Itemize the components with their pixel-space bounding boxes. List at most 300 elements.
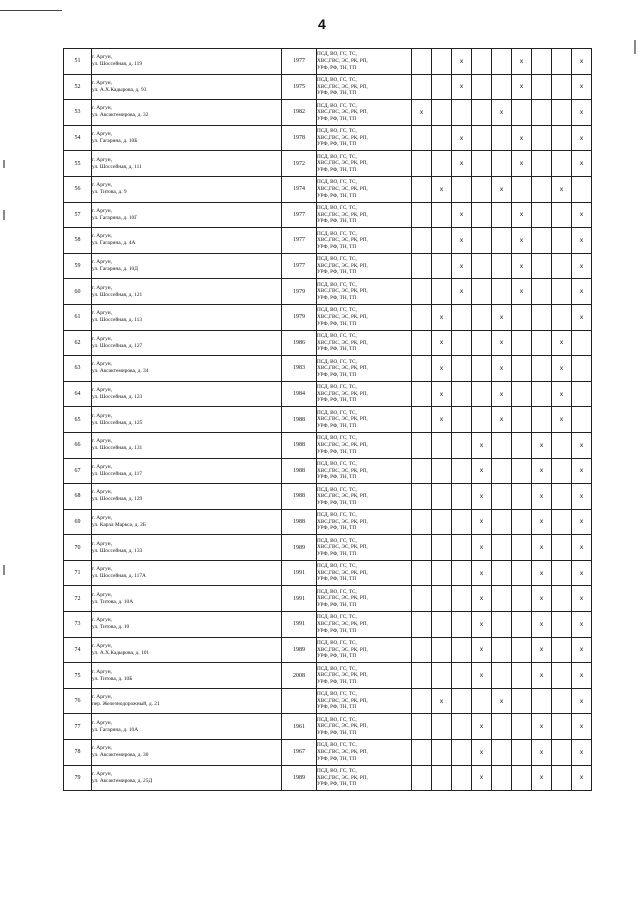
mark-cell	[412, 125, 432, 151]
mark-cell	[432, 49, 452, 75]
mark-cell	[432, 765, 452, 791]
mark-cell	[472, 381, 492, 407]
mark-cell: x	[472, 560, 492, 586]
services-line: ХВС,ГВС, ЭС, РК, РП,	[317, 365, 368, 372]
row-number-cell: 71	[64, 560, 92, 586]
housing-registry-table	[63, 48, 592, 791]
table-row	[64, 304, 592, 330]
mark-cell	[512, 100, 532, 126]
year-built-cell: 1988	[282, 458, 317, 484]
mark-cell	[552, 484, 572, 510]
mark-cell	[412, 228, 432, 254]
year-built-cell: 1988	[282, 432, 317, 458]
address-city: г. Аргун,	[92, 335, 113, 342]
mark-cell	[492, 560, 512, 586]
services-line: ПСД, ВО, ГС, ТС,	[317, 332, 357, 339]
mark-cell	[412, 765, 432, 791]
mark-cell: x	[512, 74, 532, 100]
year-built-cell: 1979	[282, 279, 317, 305]
services-line: УРФ, РФ, ТН, ТП	[317, 627, 357, 634]
table-row	[64, 202, 592, 228]
address-city: г. Аргун,	[92, 131, 113, 138]
year-built-cell	[282, 688, 317, 714]
address-city: г. Аргун,	[92, 233, 113, 240]
mark-cell	[432, 637, 452, 663]
mark-cell: x	[472, 612, 492, 638]
services-line: УРФ, РФ, ТН, ТП	[317, 550, 357, 557]
services-line: ХВС,ГВС, ЭС, РК, РП,	[317, 185, 368, 192]
mark-cell: x	[512, 151, 532, 177]
address-cell	[92, 432, 282, 458]
address-street: ул. Гагарина, д. 4А	[92, 240, 136, 247]
services-line: ПСД, ВО, ГС, ТС,	[317, 204, 357, 211]
mark-cell	[492, 586, 512, 612]
table-row	[64, 125, 592, 151]
year-built-cell: 2008	[282, 663, 317, 689]
services-cell	[317, 407, 412, 433]
address-street: ул. Аксактемирова, д. 25Д	[92, 777, 153, 784]
services-cell	[317, 228, 412, 254]
table-row	[64, 432, 592, 458]
mark-cell: x	[492, 688, 512, 714]
year-built-cell: 1977	[282, 253, 317, 279]
address-city: г. Аргун,	[92, 207, 113, 214]
table-row	[64, 484, 592, 510]
mark-cell	[532, 228, 552, 254]
table-row	[64, 663, 592, 689]
mark-cell	[552, 100, 572, 126]
mark-cell	[492, 151, 512, 177]
services-line: УРФ, РФ, ТН, ТП	[317, 678, 357, 685]
services-line: ХВС,ГВС, ЭС, РК, РП,	[317, 262, 368, 269]
services-cell	[317, 356, 412, 382]
mark-cell	[532, 279, 552, 305]
row-number-cell: 61	[64, 304, 92, 330]
mark-cell	[512, 330, 532, 356]
services-line: ХВС,ГВС, ЭС, РК, РП,	[317, 569, 368, 576]
mark-cell: x	[572, 586, 592, 612]
mark-cell	[472, 74, 492, 100]
address-city: г. Аргун,	[92, 668, 113, 675]
mark-cell	[412, 356, 432, 382]
services-line: УРФ, РФ, ТН, ТП	[317, 448, 357, 455]
mark-cell	[552, 304, 572, 330]
mark-cell: x	[472, 714, 492, 740]
mark-cell	[512, 740, 532, 766]
services-line: ХВС,ГВС, ЭС, РК, РП,	[317, 723, 368, 730]
mark-cell: x	[532, 740, 552, 766]
row-number-cell: 70	[64, 535, 92, 561]
services-line: УРФ, РФ, ТН, ТП	[317, 755, 357, 762]
address-street: ул. Шоссейная, д. 111	[92, 163, 142, 170]
mark-cell: x	[532, 484, 552, 510]
mark-cell	[572, 330, 592, 356]
year-built-cell: 1972	[282, 151, 317, 177]
services-cell	[317, 509, 412, 535]
services-line: ХВС,ГВС, ЭС, РК, РП,	[317, 416, 368, 423]
table-row	[64, 279, 592, 305]
mark-cell	[512, 304, 532, 330]
mark-cell	[472, 279, 492, 305]
address-street: ул. Гагарина, д. 10А	[92, 726, 139, 733]
mark-cell	[412, 509, 432, 535]
mark-cell	[412, 458, 432, 484]
services-line: ПСД, ВО, ГС, ТС,	[317, 230, 357, 237]
mark-cell: x	[552, 381, 572, 407]
table-row	[64, 509, 592, 535]
mark-cell	[472, 228, 492, 254]
row-number-cell: 65	[64, 407, 92, 433]
services-line: ХВС,ГВС, ЭС, РК, РП,	[317, 518, 368, 525]
services-cell	[317, 740, 412, 766]
mark-cell	[552, 509, 572, 535]
address-city: г. Аргун,	[92, 156, 113, 163]
services-cell	[317, 663, 412, 689]
mark-cell: x	[572, 688, 592, 714]
address-street: ул. Титова, д. 10	[92, 624, 130, 631]
address-cell	[92, 509, 282, 535]
address-city: г. Аргун,	[92, 770, 113, 777]
mark-cell	[432, 151, 452, 177]
mark-cell	[492, 49, 512, 75]
address-cell	[92, 560, 282, 586]
year-built-cell: 1984	[282, 381, 317, 407]
mark-cell	[412, 381, 432, 407]
mark-cell	[512, 484, 532, 510]
services-cell	[317, 176, 412, 202]
mark-cell: x	[532, 535, 552, 561]
mark-cell	[472, 176, 492, 202]
mark-cell	[532, 304, 552, 330]
mark-cell: x	[532, 637, 552, 663]
row-number-cell: 62	[64, 330, 92, 356]
address-cell	[92, 637, 282, 663]
mark-cell	[452, 176, 472, 202]
table-row	[64, 100, 592, 126]
address-city: г. Аргун,	[92, 540, 113, 547]
mark-cell: x	[512, 279, 532, 305]
mark-cell	[452, 714, 472, 740]
row-number-cell: 72	[64, 586, 92, 612]
services-cell	[317, 202, 412, 228]
mark-cell	[432, 100, 452, 126]
mark-cell: x	[552, 407, 572, 433]
row-number-cell: 64	[64, 381, 92, 407]
address-city: г. Аргун,	[92, 694, 113, 701]
services-line: ХВС,ГВС, ЭС, РК, РП,	[317, 390, 368, 397]
services-line: УРФ, РФ, ТН, ТП	[317, 218, 357, 225]
mark-cell	[432, 458, 452, 484]
mark-cell	[552, 458, 572, 484]
address-street: ул. Аксактемирова, д. 32	[92, 112, 149, 119]
mark-cell	[512, 176, 532, 202]
mark-cell	[412, 49, 432, 75]
mark-cell: x	[532, 765, 552, 791]
mark-cell	[452, 330, 472, 356]
mark-cell: x	[432, 330, 452, 356]
services-line: ПСД, ВО, ГС, ТС,	[317, 691, 357, 698]
mark-cell: x	[552, 330, 572, 356]
mark-cell: x	[532, 458, 552, 484]
address-street: ул. Гагарина, д. 10Б	[92, 138, 138, 145]
mark-cell	[452, 663, 472, 689]
row-number-cell: 52	[64, 74, 92, 100]
mark-cell	[532, 253, 552, 279]
mark-cell	[512, 432, 532, 458]
scan-mark	[3, 160, 5, 168]
mark-cell: x	[572, 202, 592, 228]
services-line: ПСД, ВО, ГС, ТС,	[317, 435, 357, 442]
mark-cell	[532, 202, 552, 228]
year-built-cell: 1977	[282, 49, 317, 75]
mark-cell	[412, 484, 432, 510]
address-cell	[92, 304, 282, 330]
mark-cell	[472, 330, 492, 356]
mark-cell	[532, 330, 552, 356]
table-row	[64, 688, 592, 714]
table-row	[64, 381, 592, 407]
address-city: г. Аргун,	[92, 591, 113, 598]
row-number-cell: 78	[64, 740, 92, 766]
services-line: ПСД, ВО, ГС, ТС,	[317, 128, 357, 135]
services-line: ХВС,ГВС, ЭС, РК, РП,	[317, 621, 368, 628]
mark-cell: x	[452, 151, 472, 177]
services-line: УРФ, РФ, ТН, ТП	[317, 320, 357, 327]
address-cell	[92, 202, 282, 228]
services-line: ПСД, ВО, ГС, ТС,	[317, 51, 357, 58]
mark-cell	[492, 663, 512, 689]
mark-cell	[492, 637, 512, 663]
mark-cell: x	[432, 356, 452, 382]
row-number-cell: 63	[64, 356, 92, 382]
services-line: ПСД, ВО, ГС, ТС,	[317, 716, 357, 723]
row-number-cell: 57	[64, 202, 92, 228]
services-line: ХВС,ГВС, ЭС, РК, РП,	[317, 237, 368, 244]
mark-cell: x	[532, 612, 552, 638]
services-line: ПСД, ВО, ГС, ТС,	[317, 588, 357, 595]
mark-cell: x	[472, 535, 492, 561]
address-street: ул. Шоссейная, д. 123	[92, 394, 143, 401]
address-street: ул. Гагарина, д. 10Д	[92, 266, 138, 273]
year-built-cell: 1991	[282, 612, 317, 638]
mark-cell	[552, 228, 572, 254]
mark-cell	[512, 381, 532, 407]
table-row	[64, 407, 592, 433]
address-city: г. Аргун,	[92, 566, 113, 573]
services-line: ХВС,ГВС, ЭС, РК, РП,	[317, 211, 368, 218]
mark-cell: x	[512, 253, 532, 279]
address-street: ул. Шоссейная, д. 133	[92, 547, 143, 554]
mark-cell: x	[572, 49, 592, 75]
address-city: г. Аргун,	[92, 387, 113, 394]
mark-cell: x	[492, 407, 512, 433]
address-cell	[92, 484, 282, 510]
row-number-cell: 67	[64, 458, 92, 484]
address-cell	[92, 586, 282, 612]
services-line: УРФ, РФ, ТН, ТП	[317, 346, 357, 353]
mark-cell	[412, 432, 432, 458]
mark-cell	[492, 740, 512, 766]
mark-cell	[552, 202, 572, 228]
mark-cell: x	[412, 100, 432, 126]
mark-cell	[552, 279, 572, 305]
services-cell	[317, 765, 412, 791]
mark-cell: x	[492, 356, 512, 382]
year-built-cell: 1975	[282, 74, 317, 100]
mark-cell: x	[572, 304, 592, 330]
row-number-cell: 60	[64, 279, 92, 305]
mark-cell: x	[572, 151, 592, 177]
row-number-cell: 58	[64, 228, 92, 254]
mark-cell: x	[532, 432, 552, 458]
table-row	[64, 253, 592, 279]
row-number-cell: 66	[64, 432, 92, 458]
mark-cell: x	[572, 740, 592, 766]
mark-cell: x	[572, 637, 592, 663]
mark-cell: x	[572, 125, 592, 151]
services-cell	[317, 381, 412, 407]
mark-cell	[552, 714, 572, 740]
mark-cell: x	[572, 714, 592, 740]
mark-cell	[512, 765, 532, 791]
services-cell	[317, 484, 412, 510]
services-line: ПСД, ВО, ГС, ТС,	[317, 256, 357, 263]
services-line: УРФ, РФ, ТН, ТП	[317, 115, 357, 122]
mark-cell: x	[572, 100, 592, 126]
mark-cell	[452, 586, 472, 612]
mark-cell	[412, 253, 432, 279]
address-street: ул. А.Х.Кадырова, д. 93	[92, 86, 147, 93]
year-built-cell: 1974	[282, 176, 317, 202]
mark-cell	[492, 509, 512, 535]
table-row	[64, 356, 592, 382]
mark-cell: x	[492, 381, 512, 407]
address-city: г. Аргун,	[92, 310, 113, 317]
mark-cell	[432, 586, 452, 612]
mark-cell	[512, 714, 532, 740]
mark-cell	[432, 740, 452, 766]
services-line: УРФ, РФ, ТН, ТП	[317, 90, 357, 97]
services-line: ХВС,ГВС, ЭС, РК, РП,	[317, 544, 368, 551]
year-built-cell: 1977	[282, 202, 317, 228]
services-cell	[317, 151, 412, 177]
address-city: г. Аргун,	[92, 284, 113, 291]
address-cell	[92, 765, 282, 791]
mark-cell: x	[572, 663, 592, 689]
mark-cell	[552, 688, 572, 714]
services-cell	[317, 125, 412, 151]
header-rule	[0, 10, 62, 11]
mark-cell	[552, 560, 572, 586]
services-line: ХВС,ГВС, ЭС, РК, РП,	[317, 493, 368, 500]
row-number-cell: 69	[64, 509, 92, 535]
mark-cell: x	[492, 304, 512, 330]
mark-cell	[512, 612, 532, 638]
mark-cell: x	[472, 458, 492, 484]
mark-cell	[412, 535, 432, 561]
services-cell	[317, 612, 412, 638]
mark-cell	[512, 535, 532, 561]
table-row	[64, 612, 592, 638]
services-cell	[317, 49, 412, 75]
address-cell	[92, 535, 282, 561]
mark-cell	[412, 74, 432, 100]
mark-cell	[432, 535, 452, 561]
services-line: УРФ, РФ, ТН, ТП	[317, 269, 357, 276]
mark-cell	[572, 381, 592, 407]
services-line: ПСД, ВО, ГС, ТС,	[317, 153, 357, 160]
services-line: ПСД, ВО, ГС, ТС,	[317, 281, 357, 288]
services-line: УРФ, РФ, ТН, ТП	[317, 704, 357, 711]
mark-cell	[512, 586, 532, 612]
mark-cell: x	[572, 432, 592, 458]
services-cell	[317, 688, 412, 714]
services-line: ПСД, ВО, ГС, ТС,	[317, 768, 357, 775]
scan-mark	[634, 40, 636, 54]
year-built-cell: 1986	[282, 330, 317, 356]
address-cell	[92, 688, 282, 714]
services-line: ХВС,ГВС, ЭС, РК, РП,	[317, 646, 368, 653]
mark-cell: x	[572, 612, 592, 638]
mark-cell	[552, 432, 572, 458]
mark-cell	[412, 740, 432, 766]
mark-cell	[412, 688, 432, 714]
table-row	[64, 74, 592, 100]
address-cell	[92, 279, 282, 305]
address-street: ул. Шоссейная, д. 131	[92, 445, 143, 452]
services-line: УРФ, РФ, ТН, ТП	[317, 422, 357, 429]
mark-cell	[432, 432, 452, 458]
mark-cell	[412, 304, 432, 330]
mark-cell: x	[572, 509, 592, 535]
services-line: ХВС,ГВС, ЭС, РК, РП,	[317, 441, 368, 448]
address-street: ул. Шоссейная, д. 129	[92, 496, 143, 503]
row-number-cell: 56	[64, 176, 92, 202]
mark-cell	[472, 407, 492, 433]
services-line: ХВС,ГВС, ЭС, РК, РП,	[317, 58, 368, 64]
year-built-cell: 1983	[282, 356, 317, 382]
mark-cell	[432, 714, 452, 740]
mark-cell	[412, 202, 432, 228]
mark-cell: x	[572, 279, 592, 305]
mark-cell	[432, 253, 452, 279]
address-city: г. Аргун,	[92, 745, 113, 752]
address-street: ул. Аксактемирова, д. 34	[92, 368, 149, 375]
address-cell	[92, 253, 282, 279]
address-cell	[92, 612, 282, 638]
mark-cell	[452, 535, 472, 561]
address-street: ул. Титова, д. 10Б	[92, 675, 133, 682]
services-line: УРФ, РФ, ТН, ТП	[317, 141, 357, 148]
mark-cell	[412, 612, 432, 638]
address-city: г. Аргун,	[92, 489, 113, 496]
address-cell	[92, 663, 282, 689]
table-row	[64, 535, 592, 561]
mark-cell: x	[492, 100, 512, 126]
table-row	[64, 176, 592, 202]
mark-cell: x	[572, 484, 592, 510]
mark-cell	[492, 125, 512, 151]
table-row	[64, 49, 592, 75]
services-line: УРФ, РФ, ТН, ТП	[317, 781, 357, 788]
address-city: г. Аргун,	[92, 259, 113, 266]
page-number: 4	[318, 16, 326, 32]
address-city: г. Аргун,	[92, 617, 113, 624]
address-cell	[92, 458, 282, 484]
mark-cell: x	[572, 535, 592, 561]
mark-cell: x	[432, 407, 452, 433]
year-built-cell: 1988	[282, 407, 317, 433]
